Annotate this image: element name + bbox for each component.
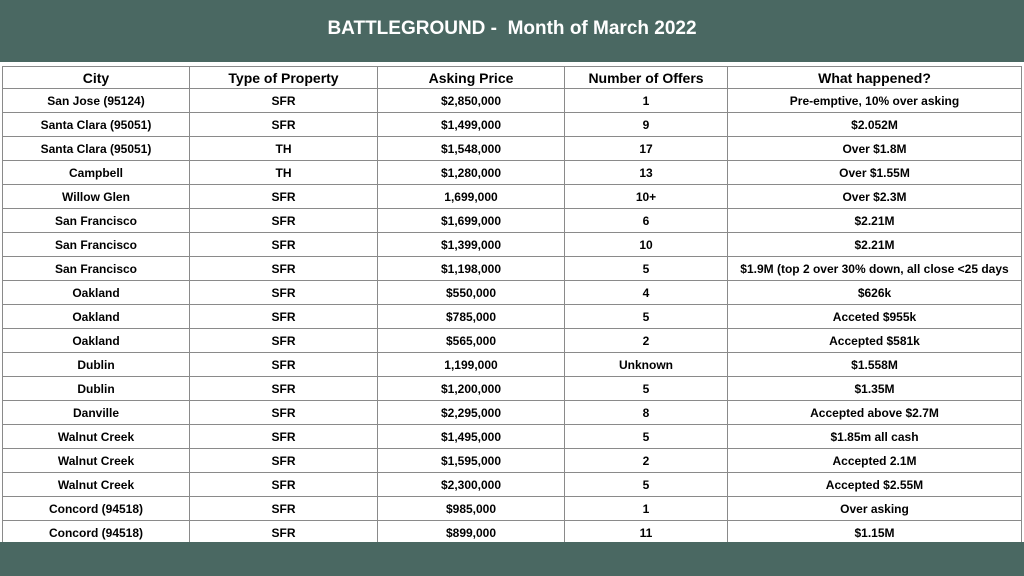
outcome-cell: $1.35M (728, 377, 1022, 401)
outcome-cell: Over $1.55M (728, 161, 1022, 185)
table-row (3, 497, 1022, 521)
asking-price-cell: $1,280,000 (378, 161, 565, 185)
property-type-cell: SFR (190, 521, 378, 545)
property-type-cell: SFR (190, 305, 378, 329)
outcome-cell: Accepted $581k (728, 329, 1022, 353)
asking-price-cell: $1,699,000 (378, 209, 565, 233)
city-cell: Santa Clara (95051) (3, 113, 190, 137)
property-type-cell: SFR (190, 449, 378, 473)
offers-count-cell: Unknown (565, 353, 728, 377)
property-type-cell: TH (190, 137, 378, 161)
property-type-cell: SFR (190, 281, 378, 305)
property-type-cell: TH (190, 161, 378, 185)
property-type-cell: SFR (190, 257, 378, 281)
outcome-cell: $2.21M (728, 233, 1022, 257)
asking-price-cell: $1,595,000 (378, 449, 565, 473)
offers-count-cell: 5 (565, 305, 728, 329)
asking-price-cell: $985,000 (378, 497, 565, 521)
offers-count-cell: 4 (565, 281, 728, 305)
city-cell: Oakland (3, 281, 190, 305)
city-cell: Oakland (3, 329, 190, 353)
offers-count-cell: 10 (565, 233, 728, 257)
table-row (3, 305, 1022, 329)
offers-count-cell: 8 (565, 401, 728, 425)
asking-price-cell: 1,699,000 (378, 185, 565, 209)
asking-price-cell: $1,198,000 (378, 257, 565, 281)
city-cell: San Francisco (3, 209, 190, 233)
property-type-cell: SFR (190, 425, 378, 449)
offers-count-cell: 10+ (565, 185, 728, 209)
property-type-cell: SFR (190, 497, 378, 521)
offers-table (2, 66, 1022, 545)
table-row (3, 113, 1022, 137)
table-row (3, 521, 1022, 545)
outcome-cell: $2.21M (728, 209, 1022, 233)
city-cell: Danville (3, 401, 190, 425)
asking-price-cell: $1,399,000 (378, 233, 565, 257)
table-row (3, 233, 1022, 257)
asking-price-cell: $565,000 (378, 329, 565, 353)
title-bar (0, 0, 1024, 62)
city-cell: San Francisco (3, 233, 190, 257)
offers-count-cell: 1 (565, 497, 728, 521)
city-cell: Dublin (3, 377, 190, 401)
page-title: BATTLEGROUND - Month of March 2022 (327, 18, 697, 39)
city-cell: Campbell (3, 161, 190, 185)
table-header (3, 67, 1022, 89)
asking-price-cell: $1,499,000 (378, 113, 565, 137)
property-type-cell: SFR (190, 89, 378, 113)
property-type-cell: SFR (190, 209, 378, 233)
property-type-cell: SFR (190, 377, 378, 401)
asking-price-cell: 1,199,000 (378, 353, 565, 377)
table-row (3, 377, 1022, 401)
property-type-cell: SFR (190, 329, 378, 353)
outcome-cell: $2.052M (728, 113, 1022, 137)
outcome-cell: Over $1.8M (728, 137, 1022, 161)
offers-count-cell: 11 (565, 521, 728, 545)
city-cell: Dublin (3, 353, 190, 377)
table-row (3, 449, 1022, 473)
asking-price-cell: $550,000 (378, 281, 565, 305)
outcome-cell: Accepted above $2.7M (728, 401, 1022, 425)
outcome-cell: Accepted $2.55M (728, 473, 1022, 497)
header-row (3, 67, 1022, 89)
footer-bar (0, 542, 1024, 576)
column-header-number-of-offers: Number of Offers (565, 67, 728, 89)
outcome-cell: $1.85m all cash (728, 425, 1022, 449)
offers-count-cell: 6 (565, 209, 728, 233)
table-row (3, 329, 1022, 353)
offers-count-cell: 13 (565, 161, 728, 185)
city-cell: San Francisco (3, 257, 190, 281)
table-row (3, 473, 1022, 497)
offers-count-cell: 9 (565, 113, 728, 137)
property-type-cell: SFR (190, 353, 378, 377)
table-row (3, 401, 1022, 425)
city-cell: Walnut Creek (3, 425, 190, 449)
offers-count-cell: 5 (565, 257, 728, 281)
city-cell: Concord (94518) (3, 521, 190, 545)
table-row (3, 161, 1022, 185)
table-row (3, 89, 1022, 113)
asking-price-cell: $2,300,000 (378, 473, 565, 497)
asking-price-cell: $2,295,000 (378, 401, 565, 425)
asking-price-cell: $899,000 (378, 521, 565, 545)
outcome-cell: $1.15M (728, 521, 1022, 545)
outcome-cell: Accepted 2.1M (728, 449, 1022, 473)
outcome-cell: $1.558M (728, 353, 1022, 377)
asking-price-cell: $785,000 (378, 305, 565, 329)
offers-count-cell: 5 (565, 377, 728, 401)
city-cell: Walnut Creek (3, 473, 190, 497)
offers-count-cell: 2 (565, 329, 728, 353)
offers-count-cell: 17 (565, 137, 728, 161)
offers-count-cell: 2 (565, 449, 728, 473)
outcome-cell: Over asking (728, 497, 1022, 521)
asking-price-cell: $1,495,000 (378, 425, 565, 449)
property-type-cell: SFR (190, 401, 378, 425)
column-header-asking-price: Asking Price (378, 67, 565, 89)
column-header-city: City (3, 67, 190, 89)
outcome-cell: $626k (728, 281, 1022, 305)
table-body (3, 89, 1022, 545)
offers-count-cell: 5 (565, 425, 728, 449)
asking-price-cell: $1,548,000 (378, 137, 565, 161)
outcome-cell: $1.9M (top 2 over 30% down, all close <25 days (728, 257, 1022, 281)
city-cell: Santa Clara (95051) (3, 137, 190, 161)
offers-count-cell: 5 (565, 473, 728, 497)
city-cell: Oakland (3, 305, 190, 329)
table-row (3, 137, 1022, 161)
outcome-cell: Over $2.3M (728, 185, 1022, 209)
asking-price-cell: $2,850,000 (378, 89, 565, 113)
city-cell: Willow Glen (3, 185, 190, 209)
city-cell: Walnut Creek (3, 449, 190, 473)
city-cell: Concord (94518) (3, 497, 190, 521)
table-row (3, 257, 1022, 281)
city-cell: San Jose (95124) (3, 89, 190, 113)
offers-count-cell: 1 (565, 89, 728, 113)
table-row (3, 185, 1022, 209)
property-type-cell: SFR (190, 473, 378, 497)
table-row (3, 425, 1022, 449)
outcome-cell: Acceted $955k (728, 305, 1022, 329)
property-type-cell: SFR (190, 233, 378, 257)
asking-price-cell: $1,200,000 (378, 377, 565, 401)
column-header-what-happened: What happened? (728, 67, 1022, 89)
property-type-cell: SFR (190, 185, 378, 209)
table-row (3, 281, 1022, 305)
table-row (3, 353, 1022, 377)
property-type-cell: SFR (190, 113, 378, 137)
table-row (3, 209, 1022, 233)
outcome-cell: Pre-emptive, 10% over asking (728, 89, 1022, 113)
column-header-type-of-property: Type of Property (190, 67, 378, 89)
